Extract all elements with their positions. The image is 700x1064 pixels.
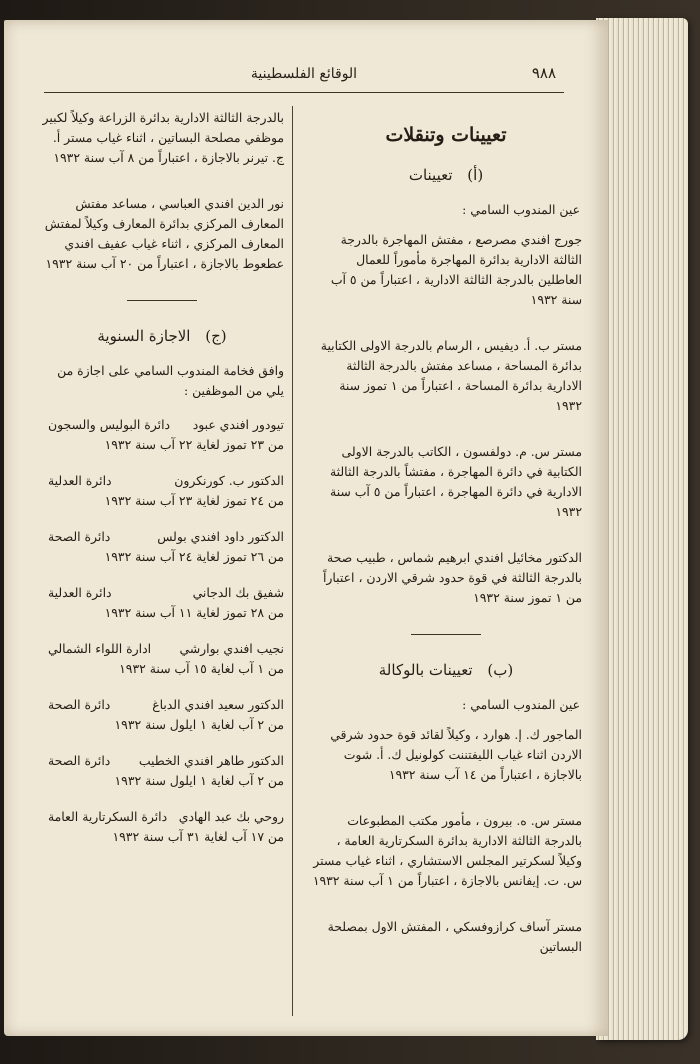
leave-row: [40, 415, 284, 435]
leave-department: دائرة السكرتارية العامة: [48, 809, 168, 824]
leave-item: [40, 583, 284, 623]
section-a-number: (أ): [467, 166, 484, 184]
leave-row: [40, 583, 284, 603]
leave-dates: من ٢٦ تموز لغاية ٢٤ آب سنة ١٩٣٢: [104, 549, 284, 564]
leave-name: تيودور افندي عبود: [192, 417, 284, 432]
column-divider-rule: [292, 106, 293, 1016]
section-b-authority: عين المندوب السامي :: [462, 697, 580, 712]
leave-item: [40, 639, 284, 679]
section-divider: [411, 634, 481, 635]
section-a-title: تعيينات: [408, 166, 453, 184]
page-number: ٩٨٨: [531, 64, 556, 82]
book-page-edges: [596, 18, 688, 1040]
leave-row: [40, 471, 284, 491]
leave-dates: من ٢ آب لغاية ١ ايلول سنة ١٩٣٢: [114, 773, 284, 788]
section-c-intro: وافق فخامة المندوب السامي على اجازة من يلي من الموظفين :: [57, 363, 284, 398]
leave-dates: من ٢ آب لغاية ١ ايلول سنة ١٩٣٢: [114, 717, 284, 732]
right-column: [310, 108, 582, 983]
leave-item: [40, 415, 284, 455]
leave-item: [40, 751, 284, 791]
leave-department: دائرة الصحة: [48, 529, 111, 544]
leave-department: ادارة اللواء الشمالي: [48, 641, 152, 656]
leave-department: دائرة العدلية: [48, 473, 112, 488]
leave-item: [40, 471, 284, 511]
leave-name: شفيق بك الدجاني: [192, 585, 284, 600]
acting-appointment-entry: مستر آساف كرازوفسكي ، المفتش الاول بمصلحة البساتين: [327, 919, 582, 954]
leave-row: [40, 639, 284, 659]
leave-department: دائرة العدلية: [48, 585, 112, 600]
section-divider: [127, 300, 197, 301]
leave-dates: من ١ آب لغاية ١٥ آب سنة ١٩٣٢: [119, 661, 284, 676]
leave-name: روحي بك عبد الهادي: [178, 809, 284, 824]
leave-department: دائرة الصحة: [48, 753, 111, 768]
running-head: [44, 58, 564, 93]
leave-dates: من ١٧ آب لغاية ٣١ آب سنة ١٩٣٢: [112, 829, 284, 844]
section-c-heading: [40, 325, 284, 347]
section-a-authority: عين المندوب السامي :: [462, 202, 580, 217]
leave-name: الدكتور طاهر افندي الخطيب: [138, 753, 284, 768]
leave-dates: من ٢٣ تموز لغاية ٢٢ آب سنة ١٩٣٢: [104, 437, 284, 452]
leave-name: الدكتور داود افندي بولس: [157, 529, 284, 544]
leave-row: [40, 527, 284, 547]
section-b-title: تعيينات بالوكالة: [378, 661, 473, 679]
appointment-entry: مستر ب. أ. ديفيس ، الرسام بالدرجة الاولى الكتابية بدائرة المساحة ، مساعد مفتش بالدرجة الثالثة الادارية بدائرة المساحة ، اعتباراً من ١ تموز سنة ١٩٣٢: [320, 338, 582, 413]
leave-item: [40, 527, 284, 567]
leave-item: [40, 807, 284, 847]
section-b-heading: [310, 659, 582, 681]
leave-row: [40, 807, 284, 827]
section-c-title: الاجازة السنوية: [97, 327, 191, 345]
leave-name: الدكتور ب. كورنكرون: [174, 473, 284, 488]
leave-department: دائرة الصحة: [48, 697, 111, 712]
appointment-entry: جورج افندي مصرصع ، مفتش المهاجرة بالدرجة الثالثة الادارية بدائرة المهاجرة مأموراً للعمال العاطلين بالدرجة الثالثة الادارية ، اعتباراً من ٥ آب سنة ١٩٣٢: [330, 232, 582, 307]
appointment-entry: مستر س. م. دولفسون ، الكاتب بالدرجة الاولى الكتابية في دائرة المهاجرة ، مفتشاً بالدرجة الثالثة الادارية في دائرة المهاجرة ، اعتباراً من ٥ آب سنة ١٩٣٢: [330, 444, 582, 519]
continued-entry: نور الدين افندي العباسي ، مساعد مفتش المعارف المركزي بدائرة المعارف وكيلاً لمفتش المعارف المركزي ، اثناء غياب عفيف افندي عطعوط بالاجازة ، اعتباراً من ٢٠ آب سنة ١٩٣٢: [44, 196, 284, 271]
leave-row: [40, 751, 284, 771]
leave-department: دائرة البوليس والسجون: [48, 417, 171, 432]
leave-item: [40, 695, 284, 735]
acting-appointment-entry: مستر س. ه. بيرون ، مأمور مكتب المطبوعات بالدرجة الثالثة الادارية بدائرة السكرتارية العامة ، وكيلاً لسكرتير المجلس الاستشاري ، اثناء غياب مستر س. ت. إيفانس بالاجازة ، اعتباراً من ١ آب سنة ١٩٣٢: [312, 813, 582, 888]
section-c-number: (ج): [205, 327, 227, 345]
main-heading: تعيينات وتنقلات: [385, 124, 507, 146]
section-b-number: (ب): [487, 661, 514, 679]
left-column: [40, 108, 284, 863]
leave-dates: من ٢٨ تموز لغاية ١١ آب سنة ١٩٣٢: [104, 605, 284, 620]
leave-name: الدكتور سعيد افندي الدباغ: [152, 697, 284, 712]
leave-dates: من ٢٤ تموز لغاية ٢٣ آب سنة ١٩٣٢: [104, 493, 284, 508]
acting-appointment-entry: الماجور ك. إ. هوارد ، وكيلاً لقائد قوة حدود شرقي الاردن اثناء غياب الليفتننت كولونيل ك. أ. شوت بالاجازة ، اعتباراً من ١٤ آب سنة ١٩٣٢: [330, 727, 582, 782]
appointment-entry: الدكتور مخائيل افندي ابرهيم شماس ، طبيب صحة بالدرجة الثالثة في قوة حدود شرقي الاردن ، اعتباراً من ١ تموز سنة ١٩٣٢: [322, 550, 582, 605]
journal-title: الوقائع الفلسطينية: [250, 66, 358, 82]
leave-name: نجيب افندي بوارشي: [179, 641, 284, 656]
leave-row: [40, 695, 284, 715]
section-a-heading: [310, 164, 582, 186]
gazette-page: [4, 20, 608, 1036]
continued-entry: بالدرجة الثالثة الادارية بدائرة الزراعة وكيلاً لكبير موظفي مصلحة البساتين ، اثناء غياب مستر أ. ج. تيرنر بالاجازة ، اعتباراً من ٨ آب سنة ١٩٣٢: [42, 110, 284, 165]
